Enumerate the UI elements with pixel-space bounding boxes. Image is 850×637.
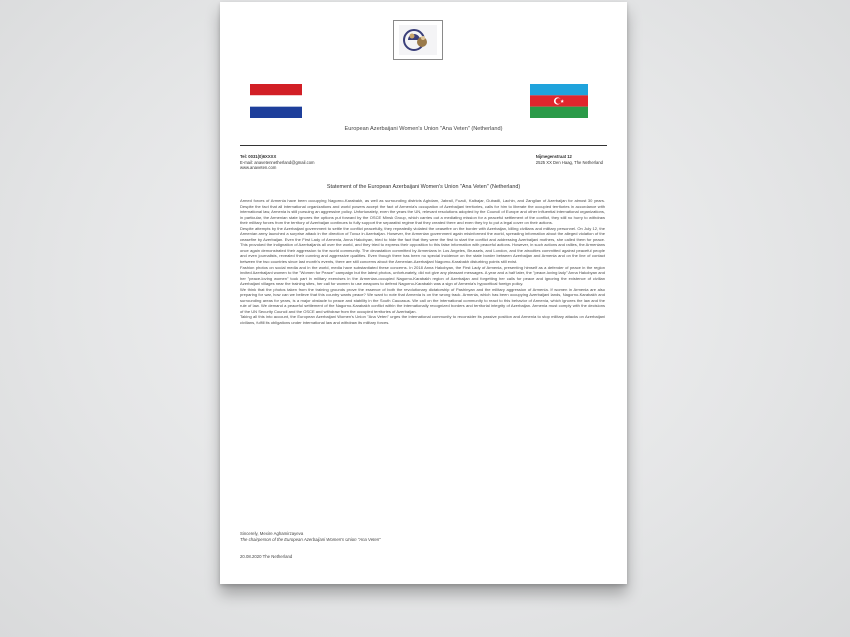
street-address: Nijmegenstraat 12 <box>535 154 572 159</box>
document-page <box>220 2 627 584</box>
statement-body <box>240 198 605 326</box>
signatory-role: The chairperson of the European Azerbaijani Women's Union "Ana Veten" <box>240 537 381 542</box>
letter-date: 20.08.2020 The Netherland <box>240 554 293 559</box>
contact-left <box>240 154 315 171</box>
closing-line: Sincerely, Mexire Aghamirzayeva <box>240 531 304 536</box>
nl-blue-stripe <box>250 107 302 118</box>
az-green-stripe <box>530 107 588 118</box>
contact-right <box>536 154 603 165</box>
signature-block <box>240 531 381 543</box>
statement-title: Statement of the European Azerbaijani Women's Union "Ana Veten" (Netherland) <box>326 184 521 190</box>
city-address: 2525 XX Den Haag, The Netherland <box>535 159 603 165</box>
paragraph: Despite attempts by the Azerbaijani government to settle the conflict peacefully, they repeatedly violated the ceasefire on the border with Azerbaijan, killing civilians and military personnel. On July 12, the Armenian army launched a surprise attack in the direction of Tovuz in Azerbaijan. However, the Armenian government again misinformed the world, spreading information about the alleged violation of the ceasefire by Azerbaijan. Even the First Lady of Armenia, Anna Hakobyan, tried to hide the fact that they were the first to start the conflict and addressing Azerbaijani mothers, she called them for peace. This provoked the indignation of Azerbaijanis all over the world, and they tried to express their opposition to this false information with peaceful actions. However, in such actions and rallies, the Armenians once again demonstrated their aggression to the world community. The devastation committed by Armenians in Los Angeles, Brussels, and London, and the atrocities committed against peaceful people and even journalists, revealed their cunning and aggressive qualities. Even though there has been no special incidence on the state border between Azerbaijan and Armenia and on the line of contact between the two countries since last month's events, there are still concerns about the Armenian-Azerbaijani Nagorno-Karabakh disturbing points still exist. <box>240 225 605 265</box>
nl-white-stripe <box>250 95 302 106</box>
az-blue-stripe <box>530 84 588 95</box>
paragraph: Taking all this into account, the European Azerbaijani Women's Union "Ana Veten" urges the international community to reconsider its passive position and Armenia to stop military attacks on Azerbaijani civilians, fulfill its obligations under international law and withdraw its military forces. <box>240 314 605 326</box>
logo-emblem-icon <box>398 24 438 56</box>
organization-logo <box>393 20 443 60</box>
website-line[interactable]: www.anaveten.com <box>240 165 277 171</box>
organization-name: European Azerbaijani Women's Union "Ana Veten" (Netherland) <box>344 126 503 132</box>
paragraph: Fashion photos on social media and in the world, media have substantiated these concerns. In 2018 Anna Hakobyan, the First Lady of Armenia, presenting himself as a defender of peace in the region invited Azerbaijani women to the "Women for Peace" campaign but the latest photos, unfortunately, did not give any pleasant messages. A year and a half later, the "peace-loving lady" Anna Hakobyan and her "peace-loving women" took part in military exercises in the Armenian-occupied Nagorno-Karabakh region of Azerbaijan and forgetting her calls for peace and ignoring the existence of civilian Azerbaijani villages near the training sites, her call for women to use weapons to defend Nagorno-Karabakh was a sign of Armenia's hypocritical foreign policy. <box>240 264 605 287</box>
header-divider <box>240 145 607 146</box>
nl-red-stripe <box>250 84 302 95</box>
crescent-inner <box>556 98 562 104</box>
paragraph: Armed forces of Armenia have been occupying Nagorno-Karabakh, as well as surrounding districts Aghdam, Jabrail, Fuzuli, Kalbajar, Gubadli, Lachin, and Zangilan of Azerbaijan for almost 30 years. Despite the fact that all international organizations and world powers accept the fact of Armenia's occupation of Azerbaijani territories, calls for him to liberate the occupied territories in accordance with international law, Armenia is still pursuing an aggressive policy. Unfortunately, even the years the UN, relevant resolutions adopted by the Council of Europe and other influential international organizations, in particular, the Armenian state ignores the options put forward by the OSCE Minsk Group, which carries out a mediating mission for a peaceful settlement of the conflict, they still no hurry to withdraw their military forces from the territory of Azerbaijan continues to fully support the separatist regime that they created there and even they try to put a legal cover on their actions. <box>240 198 605 226</box>
azerbaijan-flag-icon <box>530 84 588 118</box>
phone-line: Tel: 0031(0)6XXXX <box>240 154 277 159</box>
email-line[interactable]: E-mail: anavetennetherland@gmail.com <box>240 159 315 165</box>
netherlands-flag-icon <box>250 84 302 118</box>
paragraph: We think that the photos taken from the training grounds prove the essence of both the revolutionary dictatorship of Pashinyan and the military aggression of Armenia. If women in Armenia are also preparing for war, how can we believe that this country wants peace? We want to note that Armenia is on the wrong track. Armenia, which has been occupying Azerbaijani lands, Nagorno-Karabakh and surrounding areas for years, is a major obstacle to peace and stability in the South Caucasus. We call on the international community to react to this behavior of Armenia, which ignores the law and the rule of law. We demand a peaceful settlement of the Nagorno-Karabakh conflict within the internationally recognized borders and territorial integrity of Azerbaijan. Armenia must comply with the decisions of the UN Security Council and the OSCE and withdraw from the occupied territories of Azerbaijan. <box>240 286 605 314</box>
